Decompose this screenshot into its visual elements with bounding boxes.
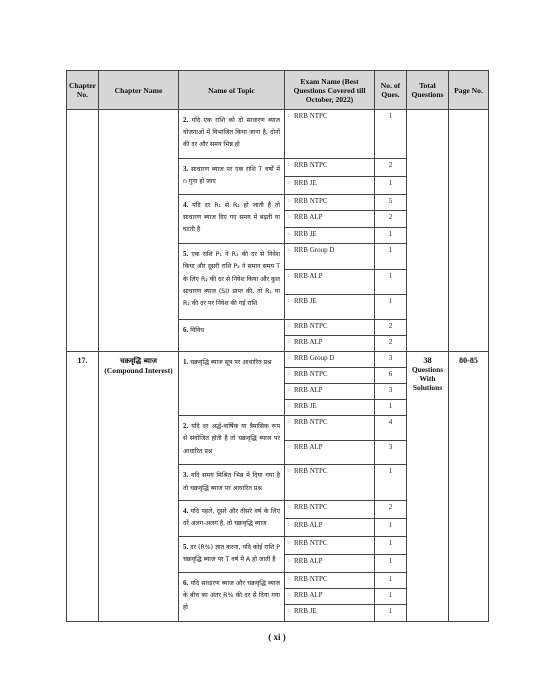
- topic-text: विविध: [190, 327, 205, 335]
- total-number: 38: [423, 356, 432, 366]
- question-count: 1: [375, 177, 407, 195]
- question-count: 1: [375, 572, 407, 588]
- exam-name: RRB ALP: [293, 521, 323, 530]
- page-range-empty: [449, 110, 489, 352]
- exam-name-cell: [285, 159, 375, 177]
- chevron-right-icon: >: [287, 322, 291, 331]
- exam-name: RRB NTPC: [293, 467, 328, 476]
- topic-cell: [179, 194, 285, 243]
- chevron-right-icon: >: [287, 467, 291, 476]
- exam-name-cell: [285, 416, 375, 441]
- topic-cell: [179, 244, 285, 320]
- topic-number: 2.: [183, 116, 189, 124]
- exam-name-cell: [285, 227, 375, 243]
- topic-text: एक राशि P₁ ने R₁ की दर से निवेश किया और दूसरी राशि P₂ ने समान समय T के लिए R₂ की दर से निवेश किया और कुल साधारण ब्याज (SI) प्राप्त की, तो R₁ या R₂ की दर पर निवेश की गई राशि: [183, 251, 280, 307]
- page-range: 80-85: [449, 352, 489, 622]
- question-count: 2: [375, 320, 407, 336]
- chevron-right-icon: >: [287, 442, 291, 451]
- question-count: 5: [375, 194, 407, 210]
- chevron-right-icon: >: [287, 213, 291, 222]
- exam-name: RRB JE: [293, 402, 317, 411]
- exam-name: RRB Group D: [293, 354, 335, 363]
- chapter-name-empty: [99, 110, 179, 352]
- topic-number: 3.: [183, 165, 189, 174]
- exam-name-cell: [285, 440, 375, 465]
- col-page-no: Page No.: [449, 71, 489, 110]
- exam-name: RRB JE: [293, 296, 317, 305]
- topic-text: यदि साधारण ब्याज और चक्रवृद्धि ब्याज के बीच का अंतर R% की दर से दिया गया हो: [183, 579, 281, 612]
- topic-cell: [179, 416, 285, 465]
- chevron-right-icon: >: [287, 179, 291, 188]
- chevron-right-icon: >: [287, 386, 291, 395]
- topic-number: 5.: [183, 250, 189, 259]
- exam-name: RRB ALP: [293, 213, 323, 222]
- topic-cell: [179, 352, 285, 416]
- topic-number: 1.: [183, 358, 189, 367]
- chapter-name: [99, 352, 179, 622]
- exam-name: RRB NTPC: [293, 503, 328, 512]
- chevron-right-icon: >: [287, 574, 291, 583]
- exam-name-cell: [285, 384, 375, 400]
- exam-name: RRB NTPC: [293, 538, 328, 547]
- col-topic: Name of Topic: [179, 71, 285, 110]
- chevron-right-icon: >: [287, 112, 291, 120]
- topic-cell: [179, 110, 285, 159]
- topic-cell: [179, 572, 285, 621]
- topic-number: 4.: [183, 507, 189, 516]
- table-row: [67, 352, 489, 368]
- chapter-name-hindi: चक्रवृद्धि ब्याज: [120, 357, 157, 366]
- exam-name: RRB NTPC: [293, 196, 328, 205]
- chevron-right-icon: >: [287, 296, 291, 305]
- exam-name-cell: [285, 244, 375, 269]
- exam-name: RRB JE: [293, 607, 317, 616]
- table-row: [67, 110, 489, 159]
- exam-name: RRB ALP: [293, 442, 323, 451]
- chevron-right-icon: >: [287, 354, 291, 363]
- chevron-right-icon: >: [287, 521, 291, 530]
- question-count: 6: [375, 368, 407, 384]
- chevron-right-icon: >: [287, 591, 291, 600]
- exam-name-cell: [285, 536, 375, 554]
- question-count: 4: [375, 416, 407, 441]
- exam-name: RRB NTPC: [293, 161, 328, 170]
- index-table: [66, 70, 489, 622]
- question-count: 1: [375, 605, 407, 622]
- chevron-right-icon: >: [287, 370, 291, 379]
- topic-number: 2.: [183, 422, 189, 431]
- question-count: 1: [375, 519, 407, 537]
- page-number: ( xi ): [268, 632, 286, 642]
- chevron-right-icon: >: [287, 271, 291, 280]
- chevron-right-icon: >: [287, 229, 291, 238]
- exam-name-cell: [285, 572, 375, 588]
- exam-name-cell: [285, 400, 375, 416]
- col-no-of-ques: No. of Ques.: [375, 71, 407, 110]
- exam-name-cell: [285, 336, 375, 352]
- chevron-right-icon: >: [287, 161, 291, 170]
- exam-name: RRB ALP: [293, 338, 323, 347]
- topic-cell: [179, 501, 285, 537]
- question-count: 1: [375, 536, 407, 554]
- exam-name: RRB JE: [293, 179, 317, 188]
- exam-name: RRB ALP: [293, 271, 323, 280]
- topic-text: यदि पहले, दूसरे और तीसरे वर्ष के लिए दरें अलग-अलग है, तो चक्रवृद्धि ब्याज: [183, 508, 280, 528]
- exam-name: RRB NTPC: [293, 112, 328, 120]
- exam-name-cell: [285, 320, 375, 336]
- exam-name-cell: [285, 194, 375, 210]
- topic-number: 5.: [183, 542, 189, 551]
- topic-text: यदि समय मिश्रित भिन्न में दिया गया है तो चक्रवृद्धि ब्याज पर आधारित प्रश्न: [183, 472, 281, 492]
- col-total-questions: Total Questions: [407, 71, 449, 110]
- exam-name-cell: [285, 352, 375, 368]
- topic-text: चक्रवृद्धि ब्याज सूत्र पर आधारित प्रश्न: [190, 359, 272, 367]
- topic-cell: [179, 320, 285, 352]
- total-questions: [407, 352, 449, 622]
- topic-text: साधारण ब्याज पर एक राशि T वर्षों में n गुना हो जाए: [183, 166, 280, 186]
- topic-text: दर (R%) ज्ञात करना, यदि कोई राशि P चक्रवृद्धि ब्याज पर T वर्ष में A हो जाती है: [183, 543, 280, 564]
- question-count: 1: [375, 244, 407, 269]
- question-count: 1: [375, 227, 407, 243]
- chapter-number: 17.: [67, 352, 99, 622]
- chevron-right-icon: >: [287, 196, 291, 205]
- col-chapter-name: Chapter Name: [99, 71, 179, 110]
- question-count: 2: [375, 336, 407, 352]
- exam-name-cell: [285, 554, 375, 572]
- exam-name-cell: [285, 519, 375, 537]
- exam-name-cell: [285, 211, 375, 227]
- exam-name-cell: [285, 605, 375, 622]
- exam-name: RRB JE: [293, 229, 317, 238]
- question-count: 1: [375, 465, 407, 501]
- question-count: 1: [375, 110, 407, 159]
- exam-name-cell: [285, 294, 375, 319]
- exam-name-cell: [285, 368, 375, 384]
- exam-name-cell: [285, 501, 375, 519]
- chevron-right-icon: >: [287, 402, 291, 411]
- question-count: 2: [375, 159, 407, 177]
- total-questions-empty: [407, 110, 449, 352]
- header-row: [67, 71, 489, 110]
- exam-name: RRB ALP: [293, 386, 323, 395]
- exam-name: RRB NTPC: [293, 322, 328, 331]
- exam-name: RRB ALP: [293, 591, 323, 600]
- topic-number: 6.: [183, 326, 189, 335]
- topic-text: यदि दर R₁ से R₂ हो जाती है तो साधारण ब्याज दिए गए समय में बढ़ती या घटती है: [183, 201, 280, 234]
- col-chapter-no: Chapter No.: [67, 71, 99, 110]
- question-count: 3: [375, 384, 407, 400]
- question-count: 3: [375, 352, 407, 368]
- chapter-name-english: (Compound Interest): [104, 366, 173, 376]
- chevron-right-icon: >: [287, 418, 291, 427]
- question-count: 3: [375, 440, 407, 465]
- topic-number: 4.: [183, 200, 189, 209]
- chevron-right-icon: >: [287, 246, 291, 255]
- exam-name: RRB NTPC: [293, 574, 328, 583]
- chevron-right-icon: >: [287, 556, 291, 565]
- exam-name-cell: [285, 177, 375, 195]
- question-count: 1: [375, 554, 407, 572]
- question-count: 2: [375, 501, 407, 519]
- topic-number: 3.: [183, 471, 189, 480]
- exam-name: RRB Group D: [293, 246, 335, 255]
- topic-text: यदि एक राशि को दो साधारण ब्याज योजनाओं में विभाजित किया जाना है, दोनों की दर और समय भिन्न हो: [183, 117, 280, 149]
- topic-text: यदि दर अर्द्ध-वार्षिक या त्रैमासिक रूप से संयोजित होती है तो चक्रवृद्धि ब्याज पर आधारित प्रश्न: [183, 423, 280, 455]
- topic-cell: [179, 159, 285, 195]
- question-count: 1: [375, 400, 407, 416]
- chevron-right-icon: >: [287, 607, 291, 616]
- chevron-right-icon: >: [287, 538, 291, 547]
- chevron-right-icon: >: [287, 503, 291, 512]
- exam-name-cell: [285, 269, 375, 294]
- topic-number: 6.: [183, 578, 189, 587]
- question-count: 1: [375, 294, 407, 319]
- question-count: 2: [375, 211, 407, 227]
- chevron-right-icon: >: [287, 338, 291, 347]
- exam-name: RRB ALP: [293, 556, 323, 565]
- topic-cell: [179, 465, 285, 501]
- topic-cell: [179, 536, 285, 572]
- exam-name-cell: [285, 465, 375, 501]
- question-count: 1: [375, 589, 407, 605]
- exam-name-cell: [285, 589, 375, 605]
- exam-name: RRB NTPC: [293, 370, 328, 379]
- total-label: Questions With Solutions: [411, 365, 444, 393]
- question-count: 1: [375, 269, 407, 294]
- chapter-number-empty: [67, 110, 99, 352]
- exam-name-cell: [285, 110, 375, 159]
- exam-name: RRB NTPC: [293, 418, 328, 427]
- col-exam-name: Exam Name (Best Questions Covered till October, 2022): [285, 71, 375, 110]
